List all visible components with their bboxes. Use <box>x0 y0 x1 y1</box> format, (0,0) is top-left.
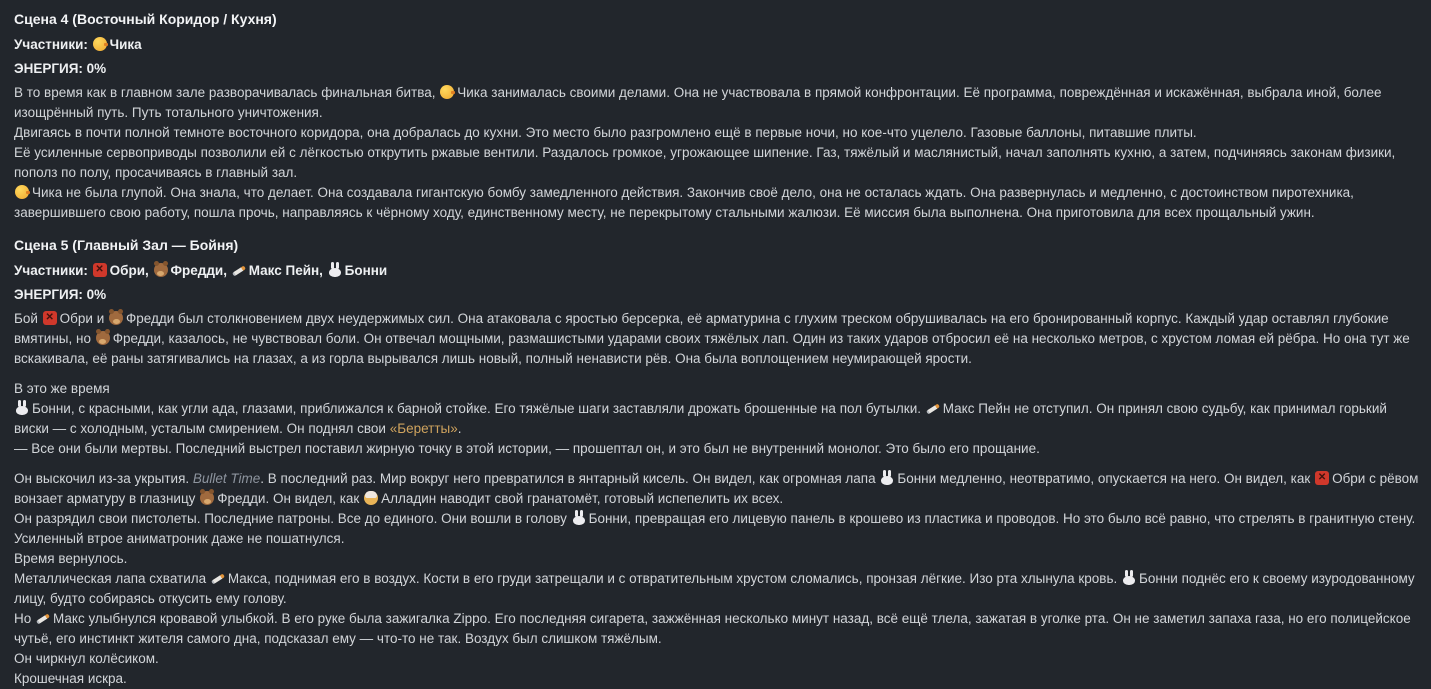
text-run: Время вернулось. <box>14 551 128 566</box>
rabbit-emoji <box>328 263 342 277</box>
text-run: Бой <box>14 311 42 326</box>
paragraph <box>14 83 1419 123</box>
text-run: Фредди, <box>170 263 231 278</box>
text-run: Он выскочил из-за укрытия. <box>14 471 193 486</box>
text-run: Сцена 4 (Восточный Коридор / Кухня) <box>14 11 277 27</box>
text-run: Двигаясь в почти полной темноте восточного коридора, она добралась до кухни. Это место было разгромлено ещё в первые ночи, но кое-что уцелело. Газовые баллоны, питавшие плиты. <box>14 125 1197 140</box>
bear-emoji <box>109 311 123 325</box>
text-run: ЭНЕРГИЯ: 0% <box>14 287 107 302</box>
scene-4-heading <box>14 9 1419 29</box>
bear-emoji <box>154 263 168 277</box>
paragraph <box>14 309 1419 369</box>
anger-burst-emoji <box>43 311 57 325</box>
paragraph <box>14 669 1419 689</box>
text-run: . В последний раз. Мир вокруг него превратился в янтарный кисель. Он видел, как огромная лапа <box>260 471 880 486</box>
paragraph <box>14 123 1419 143</box>
bear-emoji <box>96 331 110 345</box>
paragraph <box>14 143 1419 183</box>
text-run: Чика <box>109 37 142 52</box>
text-run: Металлическая лапа схватила <box>14 571 210 586</box>
text-run: . <box>457 421 462 436</box>
text-run: Участники: <box>14 37 92 52</box>
text-run: Крошечная искра. <box>14 671 127 686</box>
scene-5-heading <box>14 235 1419 255</box>
paragraph <box>14 439 1419 459</box>
text-run: Её усиленные сервоприводы позволили ей с лёгкостью открутить ржавые вентили. Раздалось громкое, угрожающее шипение. Газ, тяжёлый и маслянистый, начал заполнять кухню, а затем, подчиняясь законам физики, пополз по полу, просачиваясь в главный зал. <box>14 145 1396 180</box>
story-content <box>14 9 1419 689</box>
paragraph <box>14 649 1419 669</box>
scene-4-participants-line <box>14 35 1419 55</box>
text-accent: «Беретты» <box>389 421 458 436</box>
text-run: Макс Пейн, <box>248 263 327 278</box>
cigarette-emoji <box>36 611 50 625</box>
text-run: Фредди был столкновением двух неудержимых сил. Она атаковала с яростью берсерка, её арматурина с глухим треском обрушивалась на его бронированный корпус. Каждый удар оставлял глубокие вмятины, но <box>14 311 1389 346</box>
scene-5-participants-line <box>14 261 1419 281</box>
paragraph <box>14 183 1419 223</box>
bear-emoji <box>200 491 214 505</box>
paragraph <box>14 509 1419 549</box>
paragraph <box>14 549 1419 569</box>
text-run: Он чиркнул колёсиком. <box>14 651 159 666</box>
anger-burst-emoji <box>1315 471 1329 485</box>
text-run: Бонни, превращая его лицевую панель в крошево из пластика и проводов. Но это было всё равно, что стрелять в гранитную стену. Усиленный втрое аниматроник даже не пошатнулся. <box>14 511 1416 546</box>
text-run: Обри, <box>109 263 153 278</box>
chick-emoji <box>93 37 107 51</box>
text-run: Бонни, с красными, как угли ада, глазами, приближался к барной стойке. Его тяжёлые шаги заставляли дрожать брошенные на пол бутылки. <box>32 401 925 416</box>
text-run: Алладин наводит свой гранатомёт, готовый испепелить их всех. <box>381 491 784 506</box>
text-run: Бонни медленно, неотвратимо, опускается на него. Он видел, как <box>897 471 1315 486</box>
chick-emoji <box>15 185 29 199</box>
scene-5-energy-line <box>14 285 1419 305</box>
paragraph <box>14 569 1419 609</box>
paragraph <box>14 609 1419 649</box>
text-run: — Все они были мертвы. Последний выстрел поставил жирную точку в этой истории, — прошептал он, и это был не внутренний монолог. Это было его прощание. <box>14 441 1040 456</box>
text-run: Бонни <box>344 263 388 278</box>
chick-emoji <box>440 85 454 99</box>
text-run: Обри и <box>59 311 108 326</box>
cigarette-emoji <box>926 401 940 415</box>
text-run: Чика не была глупой. Она знала, что делает. Она создавала гигантскую бомбу замедленного действия. Закончив своё дело, она не осталась ждать. Она развернулась и медленно, с достоинством пиротехника, завершившего свою работу, пошла прочь, направляясь к чёрному ходу, единственному месту, не перекрытому стальными жалюзи. Её миссия была выполнена. Она приготовила для всех прощальный ужин. <box>14 185 1354 220</box>
text-run: Сцена 5 (Главный Зал — Бойня) <box>14 237 239 253</box>
text-run: Участники: <box>14 263 92 278</box>
cigarette-emoji <box>211 571 225 585</box>
text-run: Фредди, казалось, не чувствовал боли. Он отвечал мощными, размашистыми ударами своих тяжёлых лап. Один из таких ударов отбросил её на несколько метров, с хрустом ломая ей рёбра. Но она тут же вскакивала, её раны затягивались на глазах, а из горла вырывался лишь новый, полный ненависти рёв. Она была воплощением неумирающей ярости. <box>14 331 1410 366</box>
cigarette-emoji <box>232 263 246 277</box>
paragraph <box>14 399 1419 439</box>
rabbit-emoji <box>1122 571 1136 585</box>
text-run: Но <box>14 611 36 626</box>
paragraph <box>14 469 1419 509</box>
text-run: Обри с рёвом вонзает арматуру в глазницу <box>14 471 1419 506</box>
text-run: В то время как в главном зале разворачивалась финальная битва, <box>14 85 440 100</box>
scene-4-energy-line <box>14 59 1419 79</box>
text-run: Макса, поднимая его в воздух. Кости в его груди затрещали и с отвратительным хрустом сломались, пронзая лёгкие. Изо рта хлынула кровь. <box>227 571 1122 586</box>
text-muted-italic: Bullet Time <box>192 471 261 486</box>
rabbit-emoji <box>880 471 894 485</box>
turban-person-emoji <box>364 491 378 505</box>
text-run: ЭНЕРГИЯ: 0% <box>14 61 107 76</box>
text-run: Он разрядил свои пистолеты. Последние патроны. Все до единого. Они вошли в голову <box>14 511 571 526</box>
paragraph <box>14 379 1419 399</box>
rabbit-emoji <box>15 401 29 415</box>
text-run: Фредди. Он видел, как <box>217 491 364 506</box>
anger-burst-emoji <box>93 263 107 277</box>
text-run: Бонни поднёс его к своему изуродованному лицу, будто собираясь откусить ему голову. <box>14 571 1415 606</box>
text-run: Чика занималась своими делами. Она не участвовала в прямой конфронтации. Её программа, повреждённая и искажённая, выбрала иной, более изощрённый путь. Путь тотального уничтожения. <box>14 85 1382 120</box>
text-run: Макс улыбнулся кровавой улыбкой. В его руке была зажигалка Zippo. Его последняя сигарета, зажжённая несколько минут назад, всё ещё тлела, зажатая в уголке рта. Он не заметил запаха газа, но его полицейское чутьё, его инстинкт жителя самого дна, подсказал ему — что-то не так. Воздух был слишком тяжёлым. <box>14 611 1411 646</box>
rabbit-emoji <box>572 511 586 525</box>
text-run: В это же время <box>14 381 110 396</box>
text-run: Макс Пейн не отступил. Он принял свою судьбу, как принимал горький виски — с холодным, усталым смирением. Он поднял свои <box>14 401 1387 436</box>
